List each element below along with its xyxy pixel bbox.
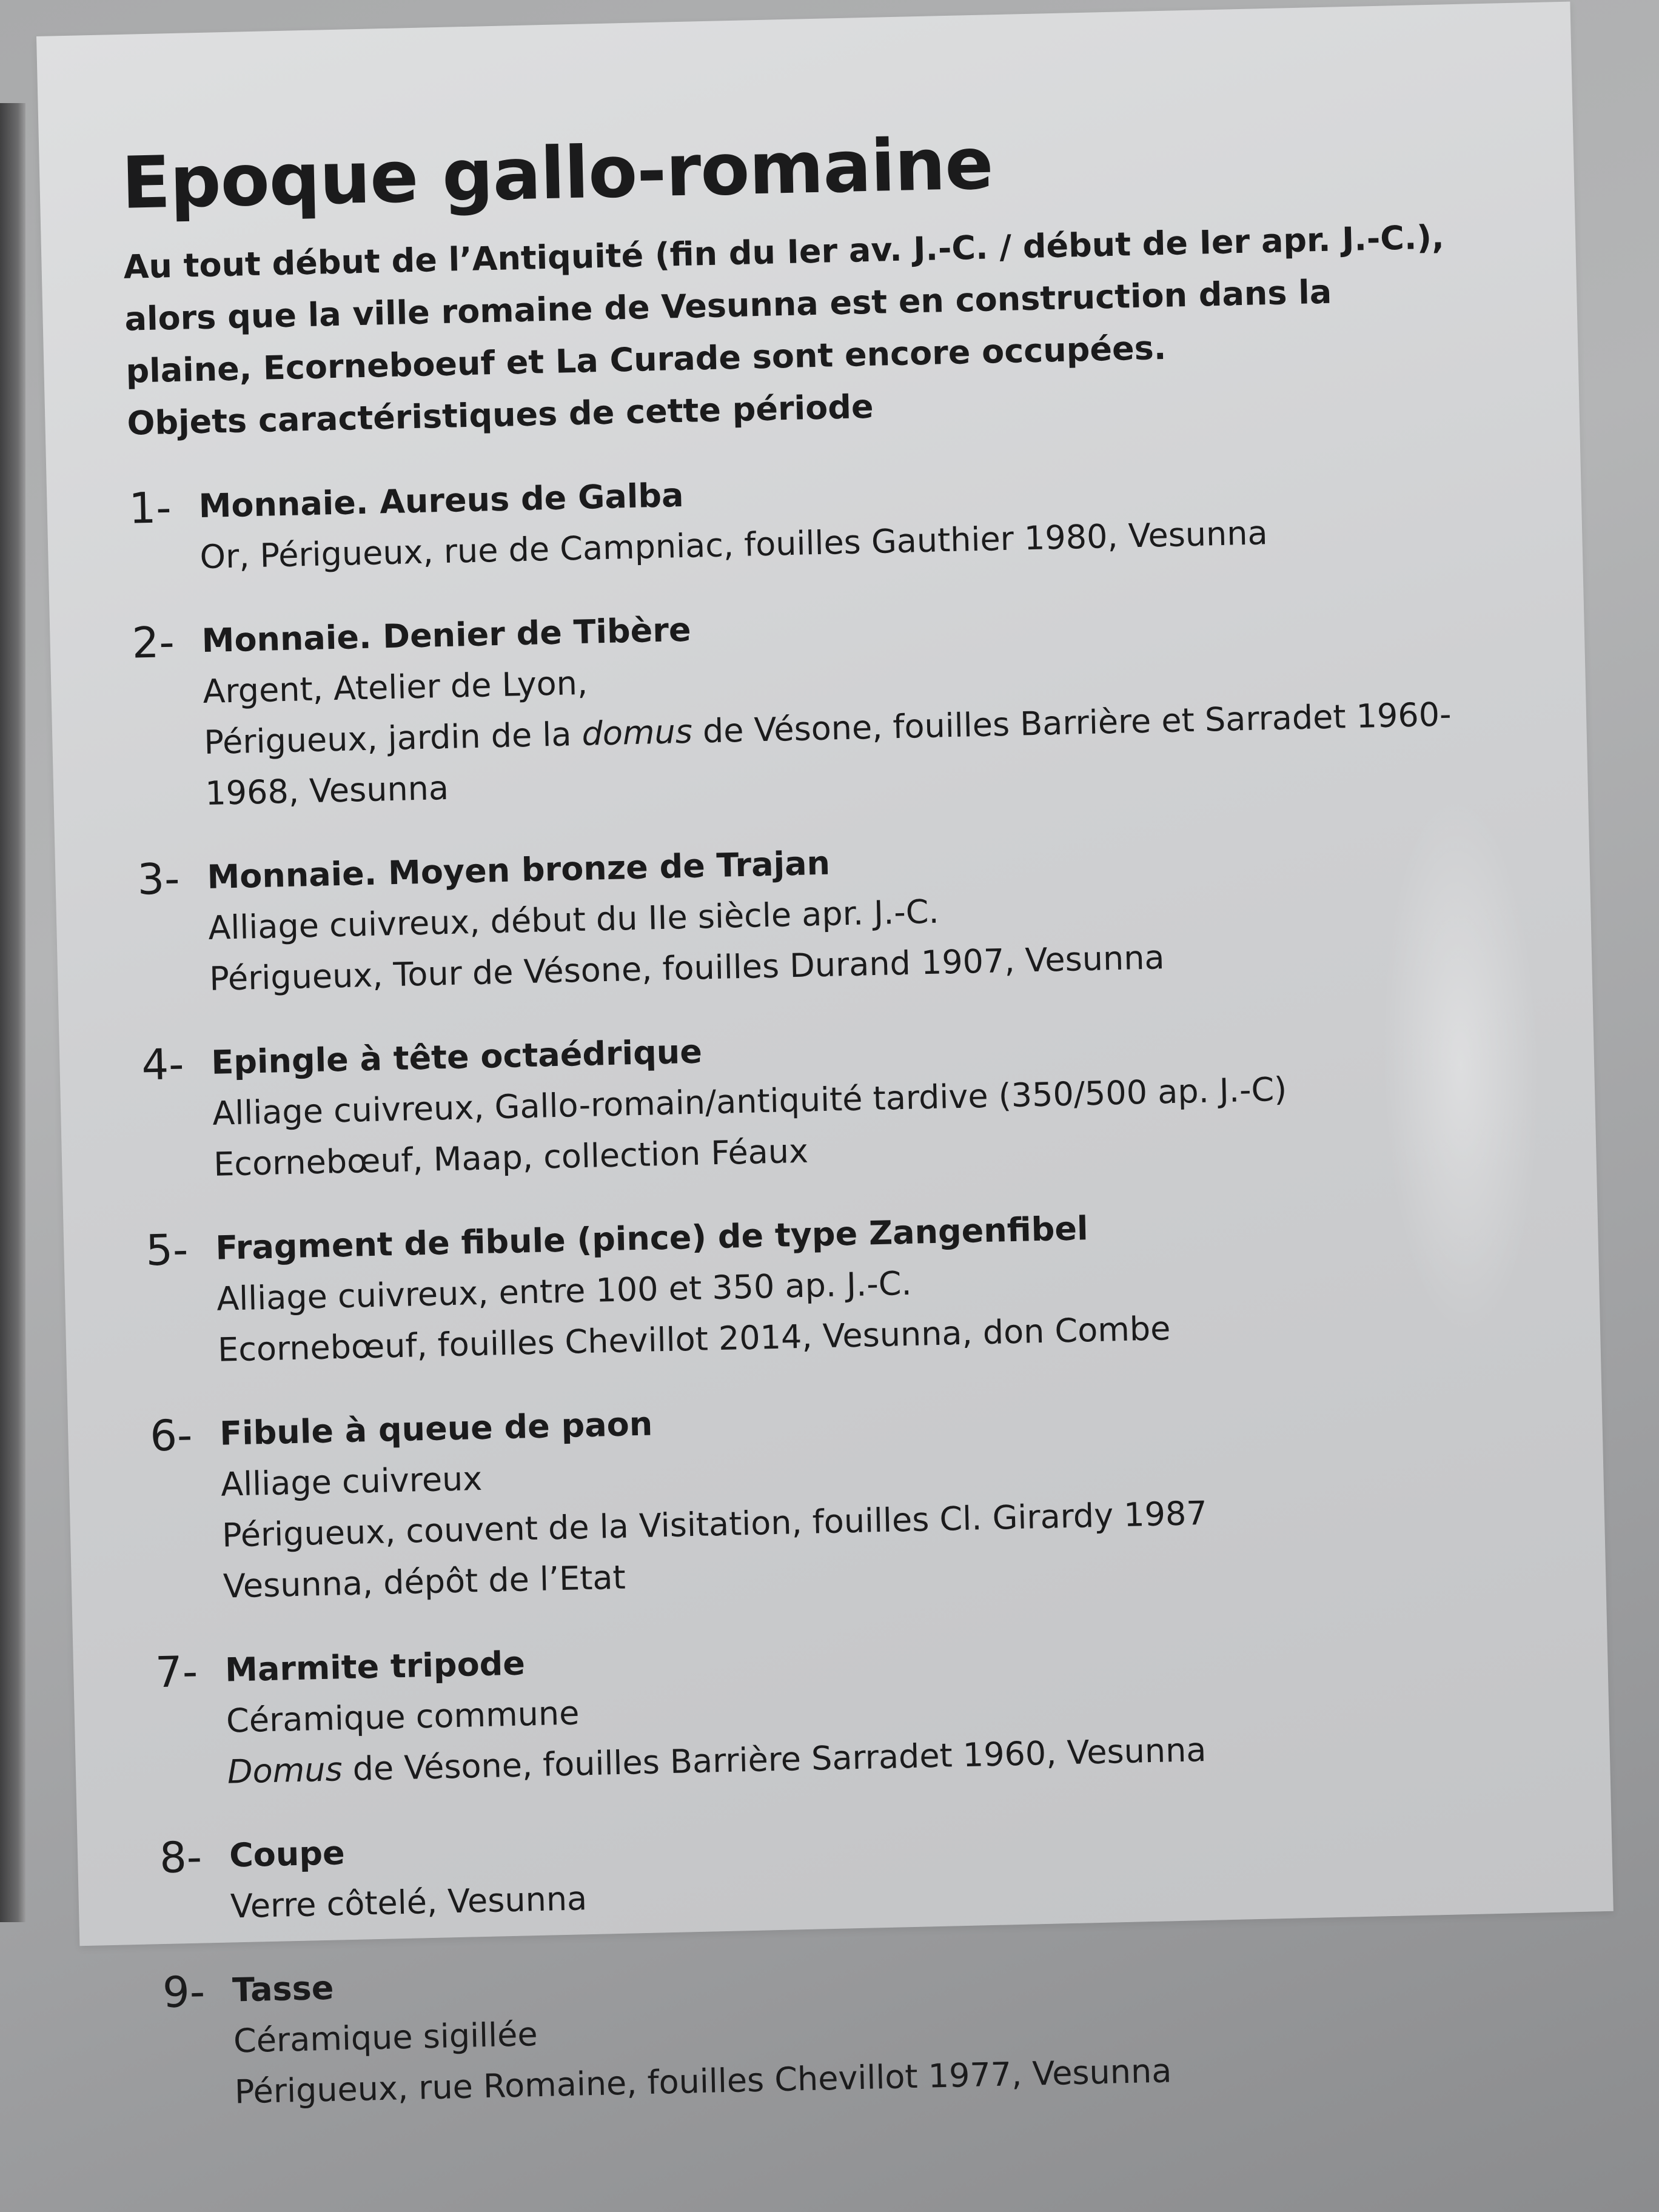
item-title: Coupe bbox=[229, 1834, 346, 1875]
item-detail: Verre côtelé, Vesunna bbox=[230, 1879, 588, 1926]
label-intro: Au tout début de l’Antiquité (fin du Ier av. J.-C. / début de Ier apr. J.-C.), alors que la ville romaine de Vesunna est en construction dans la plaine, Ecorneboeuf et La Curade sont encore occupées. bbox=[122, 218, 1445, 390]
label-content bbox=[121, 110, 1499, 2119]
item-number: 9- bbox=[162, 1966, 206, 2018]
item-detail-text: de Vésone, fouilles Barrière et Sarradet 1960-1968, Vesunna bbox=[204, 695, 1452, 813]
item-detail: Ecornebœuf, fouilles Chevillot 2014, Vesunna, don Combe bbox=[217, 1309, 1171, 1369]
item-detail: Alliage cuivreux bbox=[220, 1459, 483, 1504]
item-detail-italic: Domus bbox=[227, 1750, 343, 1791]
list-item bbox=[149, 1379, 1487, 1614]
item-detail: Alliage cuivreux, Gallo-romain/antiquité tardive (350/500 ap. J.-C) bbox=[212, 1070, 1287, 1133]
item-number: 8- bbox=[159, 1832, 203, 1883]
item-number: 2- bbox=[131, 617, 175, 668]
item-number: 7- bbox=[155, 1646, 198, 1698]
item-detail: Vesunna, dépôt de l’Etat bbox=[223, 1558, 626, 1606]
item-number: 4- bbox=[141, 1039, 185, 1090]
item-detail: Périgueux, couvent de la Visitation, fouilles Cl. Girardy 1987 bbox=[221, 1493, 1208, 1555]
item-detail: Or, Périgueux, rue de Campniac, fouilles Gauthier 1980, Vesunna bbox=[199, 514, 1269, 577]
item-detail: Alliage cuivreux, entre 100 et 350 ap. J.-C. bbox=[216, 1264, 913, 1318]
item-title: Epingle à tête octaédrique bbox=[210, 1032, 703, 1082]
label-title: Epoque gallo-romaine bbox=[120, 121, 994, 225]
item-detail: Périgueux, Tour de Vésone, fouilles Durand 1907, Vesunna bbox=[209, 938, 1165, 998]
item-detail-text: Périgueux, jardin de la bbox=[203, 714, 583, 762]
item-number: 1- bbox=[128, 483, 172, 534]
item-detail-italic: domus bbox=[581, 712, 693, 753]
item-title: Fibule à queue de paon bbox=[219, 1404, 653, 1453]
item-detail: Céramique sigillée bbox=[233, 2015, 538, 2060]
list-item bbox=[159, 1801, 1495, 1934]
display-case-edge bbox=[0, 103, 25, 1922]
item-number: 5- bbox=[145, 1224, 189, 1276]
item-title: Fragment de fibule (pince) de type Zangenfibel bbox=[215, 1209, 1089, 1267]
item-title: Marmite tripode bbox=[224, 1644, 526, 1689]
list-item bbox=[132, 587, 1470, 821]
item-title: Monnaie. Denier de Tibère bbox=[201, 610, 692, 660]
item-title: Monnaie. Moyen bronze de Trajan bbox=[206, 843, 831, 896]
list-item bbox=[137, 823, 1474, 1007]
item-detail: Argent, Atelier de Lyon, bbox=[202, 663, 588, 711]
item-title: Monnaie. Aureus de Galba bbox=[198, 475, 685, 526]
item-title: Tasse bbox=[232, 1968, 335, 2009]
list-item bbox=[129, 452, 1464, 585]
item-number: 3- bbox=[136, 854, 181, 905]
museum-label-card bbox=[36, 2, 1614, 2111]
item-detail: Céramique commune bbox=[226, 1694, 580, 1740]
list-item bbox=[162, 1936, 1499, 2119]
item-detail: Ecornebœuf, Maap, collection Féaux bbox=[213, 1131, 809, 1184]
label-subtitle: Objets caractéristiques de cette période bbox=[126, 387, 874, 443]
list-item bbox=[141, 1009, 1478, 1192]
list-item bbox=[155, 1616, 1492, 1799]
item-detail: Alliage cuivreux, début du IIe siècle apr. J.-C. bbox=[207, 892, 940, 947]
item-number: 6- bbox=[149, 1410, 193, 1461]
item-detail: Périgueux, rue Romaine, fouilles Chevillot 1977, Vesunna bbox=[234, 2051, 1172, 2111]
list-item bbox=[146, 1195, 1483, 1378]
item-detail-text: de Vésone, fouilles Barrière Sarradet 1960, Vesunna bbox=[341, 1730, 1207, 1789]
